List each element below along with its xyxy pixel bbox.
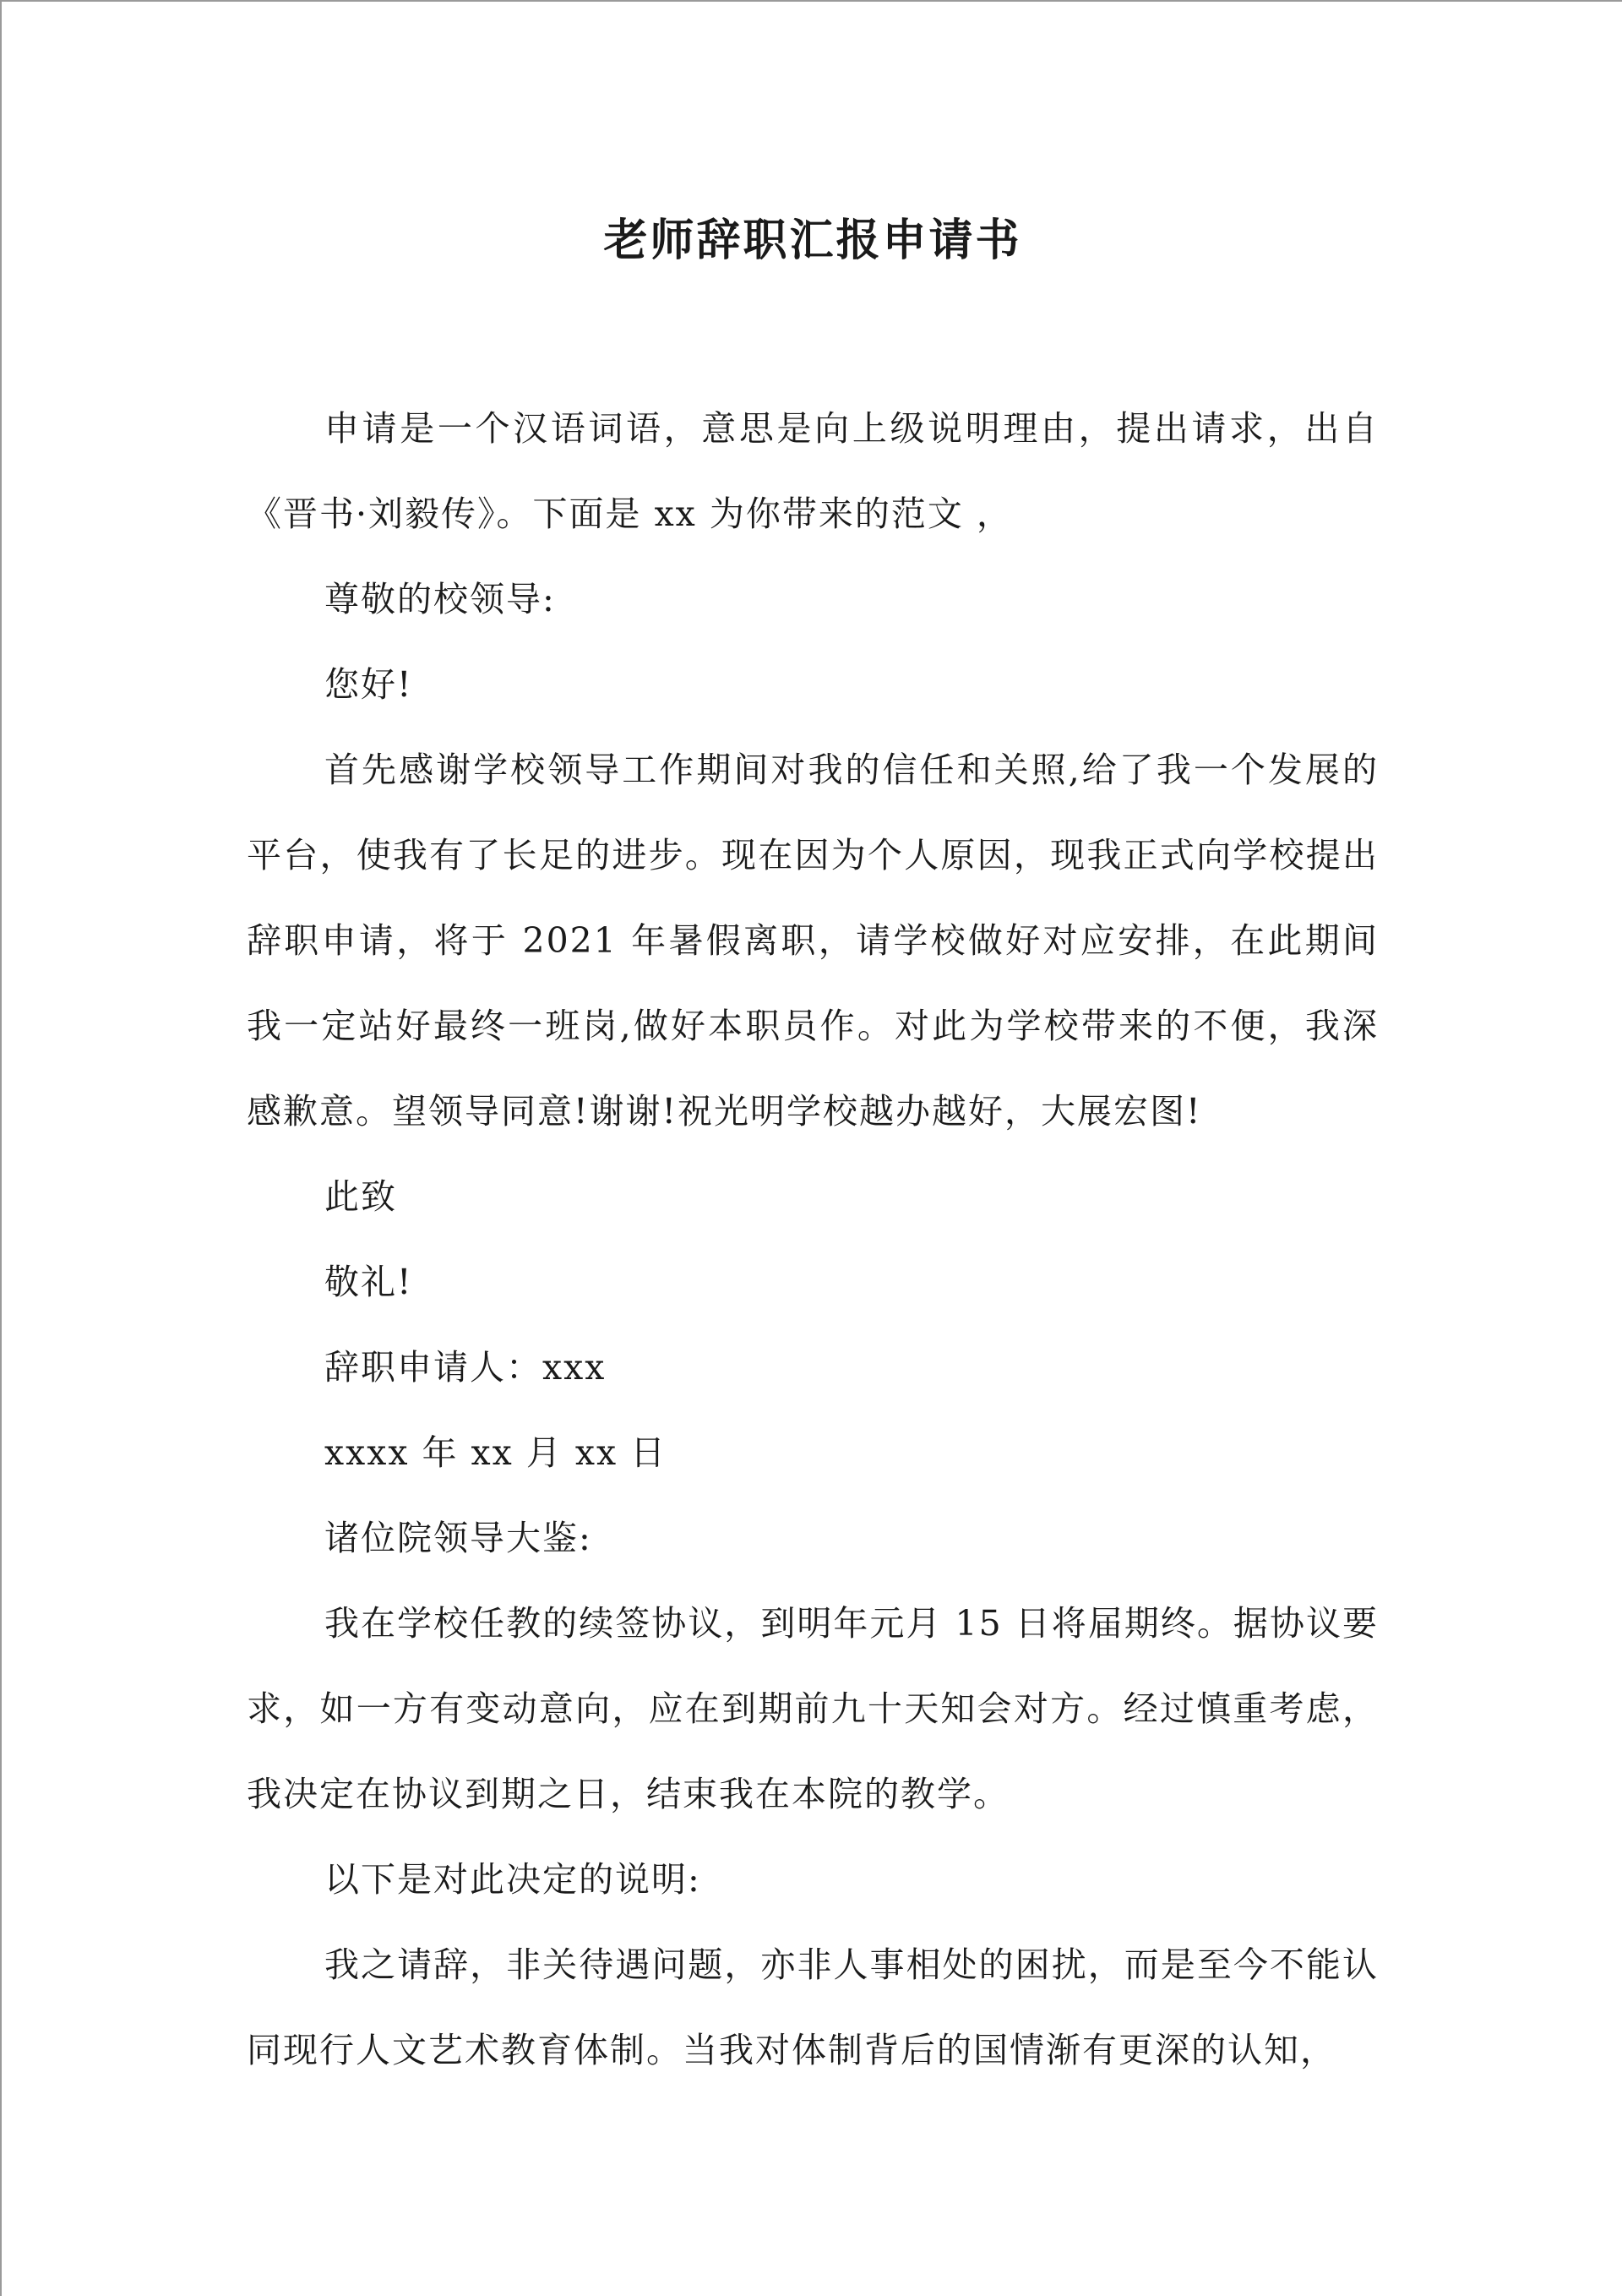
paragraph-main: 首先感谢学校领导工作期间对我的信任和关照,给了我一个发展的平台，使我有了长足的进步。现在因为个人原因，现我正式向学校提出辞职申请，将于 2021 年暑假离职，请学校做好对应安排，在此期间我一定站好最终一班岗,做好本职员作。对此为学校带来的不便，我深感歉意。望领导同意!谢谢!祝光明学校越办越好，大展宏图! <box>247 750 1379 1132</box>
paragraph-date: xxxx 年 xx 月 xx 日 <box>324 1432 667 1473</box>
paragraph-contract: 我在学校任教的续签协议，到明年元月 15 日将届期终。据协议要求，如一方有变动意向，应在到期前九十天知会对方。经过慎重考虑，我决定在协议到期之日，结束我在本院的教学。 <box>247 1603 1379 1814</box>
document-body <box>247 386 1379 2093</box>
paragraph-greeting: 您好! <box>324 664 413 705</box>
paragraph-salutation: 尊敬的校领导: <box>324 579 556 619</box>
document-title: 老师辞职汇报申请书 <box>603 215 1022 266</box>
paragraph-regards: 敬礼! <box>324 1262 413 1302</box>
paragraph-reason: 我之请辞，非关待遇问题，亦非人事相处的困扰，而是至今不能认同现行人文艺术教育体制。当我对体制背后的国情渐有更深的认知， <box>247 1944 1379 2070</box>
paragraph-intro: 申请是一个汉语词语，意思是向上级说明理由，提出请求，出自《晋书·刘毅传》。下面是 xx 为你带来的范文 ， <box>247 408 1379 534</box>
paragraph-signature: 辞职申请人：xxx <box>324 1347 607 1388</box>
paragraph-salutation-2: 诸位院领导大鉴: <box>324 1518 592 1558</box>
paragraph-explanation-heading: 以下是对此决定的说明: <box>324 1859 701 1900</box>
paragraph-closing: 此致 <box>324 1176 397 1217</box>
